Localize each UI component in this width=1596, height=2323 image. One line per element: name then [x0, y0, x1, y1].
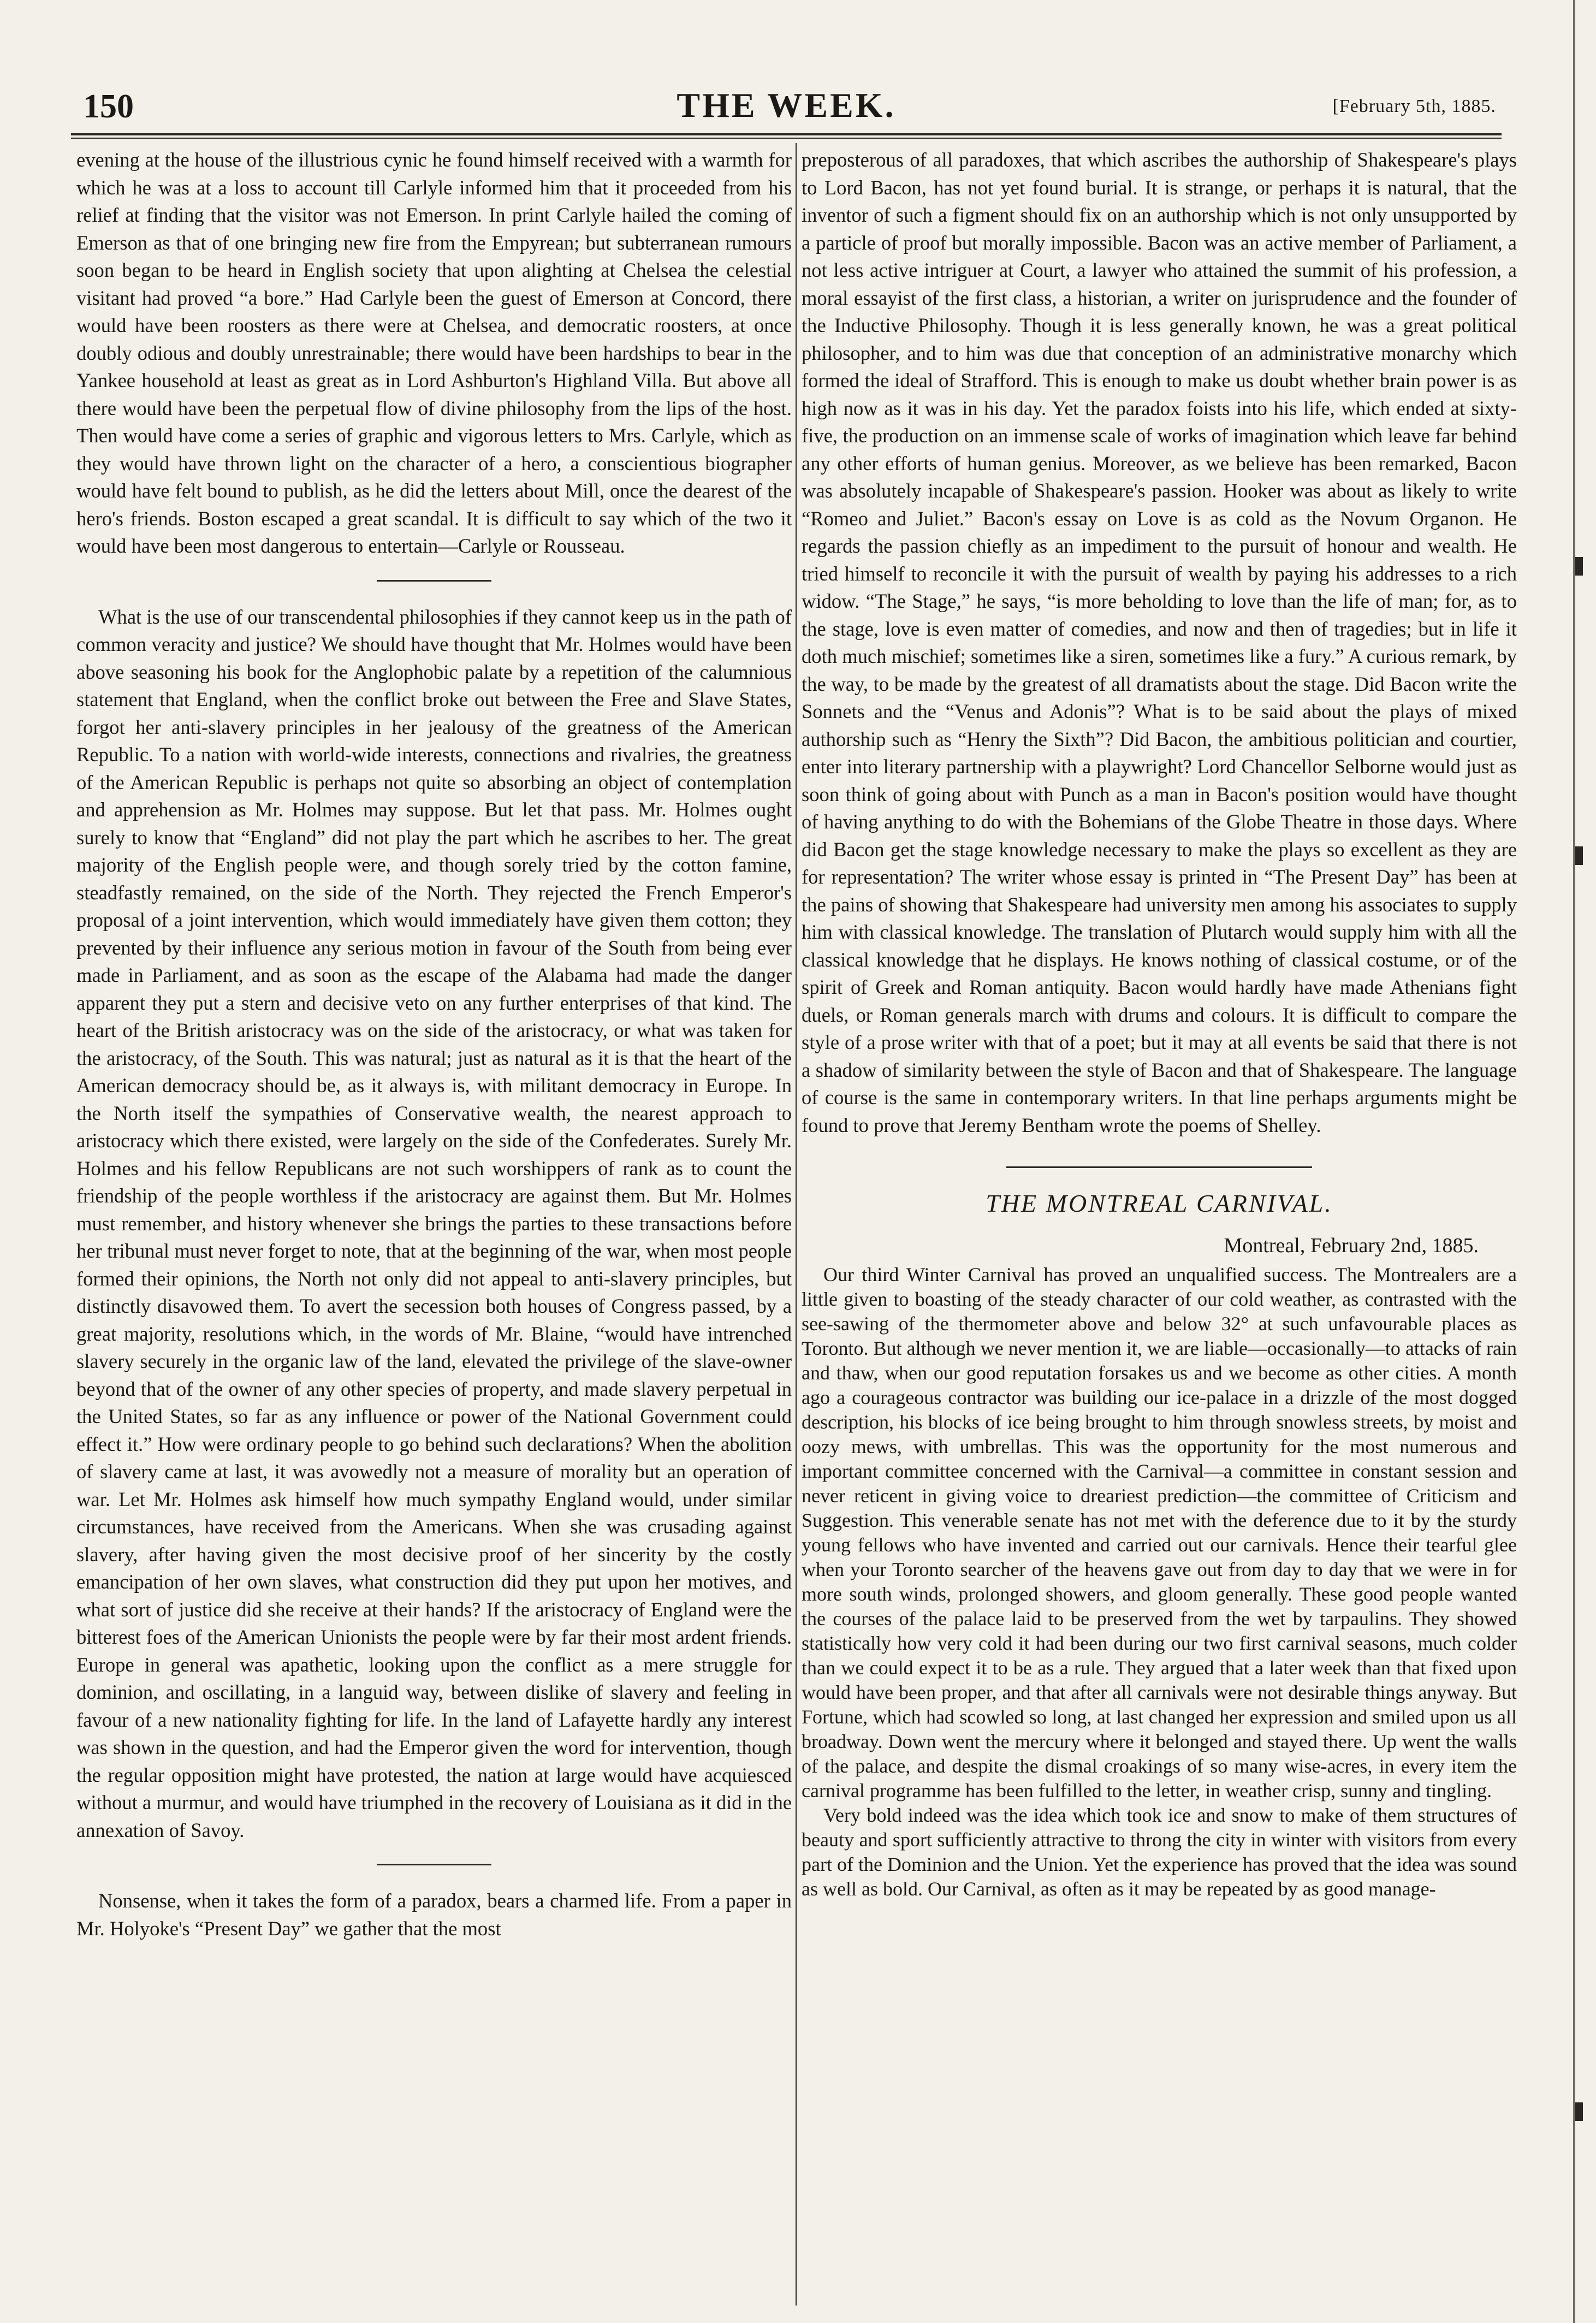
- carnival-paragraph: Our third Winter Carnival has proved an unqualified success. The Montrealers are a little given to boasting of the steady character of our cold weather, as contrasted with the see-sawing of the thermometer above and below 32° at such unfavourable places as Toronto. But although we never mention it, we are liable—occasionally—to attacks of rain and thaw, when our good reputation forsakes us and we become as other cities. A month ago a courageous contractor was building our ice-palace in a drizzle of the most dogged description, his blocks of ice being brought to him through snowless streets, by moist and oozy mews, with umbrellas. This was the opportunity for the most numerous and important committee concerned with the Carnival—a committee in constant session and never reticent in giving voice to dreariest prediction—the committee of Criticism and Suggestion. This venerable senate has not met with the deference due to it by the sturdy young fellows who have invented and carried out our carnivals. Hence their tearful glee when your Toronto searcher of the heavens gave out from day to day that we were in for more south winds, prolonged showers, and gloom generally. These good people wanted the courses of the palace laid to be preserved from the wet by tarpaulins. They showed statistically how very cold it had been during our two first carnival seasons, much colder than we could expect it to be as a rule. They argued that a later week than that fixed upon would have been proper, and that after all carnivals were not desirable things anyway. But Fortune, which had scowled so long, at last changed her expression and smiled upon us all broadway. Down went the mercury where it belonged and stayed there. Up went the walls of the palace, and despite the dismal croakings of so many wise-acres, in every item the carnival programme has been fulfilled to the letter, in weather crisp, sunny and tingling.: [802, 1264, 1517, 1801]
- journal-title: THE WEEK.: [677, 86, 896, 125]
- nonsense-paragraph: Nonsense, when it takes the form of a paradox, bears a charmed life. From a paper in Mr. Holyoke's “Present Day” we gather that the most: [76, 1889, 792, 1940]
- header-rule-bottom: [71, 138, 1502, 139]
- section-separator: [377, 580, 491, 582]
- carlyle-paragraph: evening at the house of the illustrious cynic he found himself received with a warmth for which he was at a loss to account till Carlyle informed him that it proceeded from his relief at finding that the visitor was not Emerson. In print Carlyle hailed the coming of Emerson as that of one bringing new fire from the Empyrean; but subterranean rumours soon began to be heard in English society that upon alighting at Chelsea the celestial visitant had proved “a bore.” Had Carlyle been the guest of Emerson at Concord, there would have been roosters as there were at Chelsea, and democratic roosters, at once doubly odious and doubly unrestrainable; there would have been hardships to bear in the Yankee household at least as great as in Lord Ashburton's Highland Villa. But above all there would have been the perpetual flow of divine philosophy from the lips of the host. Then would have come a series of graphic and vigorous letters to Mrs. Carlyle, which as they would have thrown light on the character of a hero, a conscientious biographer would have felt bound to publish, as he did the letters about Mill, once the dearest of the hero's friends. Boston escaped a great scandal. It is difficult to say which of the two it would have been most dangerous to entertain—Carlyle or Rousseau.: [76, 149, 792, 557]
- dateline: Montreal, February 2nd, 1885.: [1224, 1234, 1479, 1257]
- edge-mark: [1575, 557, 1583, 576]
- carnival-paragraph-2: Very bold indeed was the idea which took ice and snow to make of them structures of beauty and sport sufficiently attractive to throng the city in winter with visitors from every part of the Dominion and the Union. Yet the experience has proved that the idea was sound as well as bold. Our Carnival, as often as it may be repeated by as good manage-: [802, 1804, 1517, 1900]
- page-number: 150: [83, 88, 134, 125]
- masthead: [71, 82, 1502, 131]
- left-column: [76, 146, 792, 1942]
- column-divider: [796, 143, 797, 2306]
- section-separator: [1006, 1166, 1312, 1168]
- edge-mark: [1575, 2102, 1583, 2121]
- holmes-paragraph: What is the use of our transcendental philosophies if they cannot keep us in the path of common veracity and justice? We should have thought that Mr. Holmes would have been above seasoning his book for the Anglophobic palate by a repetition of the calumnious statement that England, when the conflict broke out between the Free and Slave States, forgot her anti-slavery principles in her jealousy of the greatness of the American Republic. To a nation with world-wide interests, connections and rivalries, the greatness of the American Republic is perhaps not quite so absorbing an object of contemplation and apprehension as Mr. Holmes may suppose. But let that pass. Mr. Holmes ought surely to know that “England” did not play the part which he ascribes to her. The great majority of the English people were, and though sorely tried by the cotton famine, steadfastly remained, on the side of the North. They rejected the French Emperor's proposal of a joint intervention, which would immediately have given them cotton; they prevented by their influence any serious motion in favour of the South from being ever made in Parliament, and as soon as the escape of the Alabama had made the danger apparent they put a stern and decisive veto on any further enterprises of that kind. The heart of the British aristocracy was on the side of the aristocracy, or what was taken for the aristocracy, of the South. This was natural; just as natural as it is that the heart of the American democracy should be, as it always is, with militant democracy in Europe. In the North itself the sympathies of Conservative wealth, the nearest approach to aristocracy which there existed, were largely on the side of the Confederates. Surely Mr. Holmes and his fellow Republicans are not such worshippers of rank as to count the friendship of the people worthless if the aristocracy are against them. But Mr. Holmes must remember, and history whenever she brings the parties to these transactions before her tribunal must never forget to note, that at the beginning of the war, when most people formed their opinions, the North not only did not appeal to anti-slavery principles, but distinctly disavowed them. To avert the secession both houses of Congress passed, by a great majority, resolutions which, in the words of Mr. Blaine, “would have intrenched slavery securely in the organic law of the land, elevated the privilege of the slave-owner beyond that of the owner of any other species of property, and made slavery perpetual in the United States, so far as any influence or power of the National Government could effect it.” How were ordinary people to go behind such declarations? When the abolition of slavery came at last, it was avowedly not a measure of morality but an operation of war. Let Mr. Holmes ask himself how much sympathy England would, under similar circumstances, have received from the Americans. When she was crusading against slavery, after having given the most decisive proof of her sincerity by the costly emancipation of her own slaves, what construction did they put upon her motives, and what sort of justice did she receive at their hands? If the aristocracy of England were the bitterest foes of the American Unionists the people were by far their most ardent friends. Europe in general was apathetic, looking upon the conflict as a mere struggle for dominion, and oscillating, in a languid way, between dislike of slavery and feeling in favour of a new nationality fighting for life. In the land of Lafayette hardly any interest was shown in the question, and had the Emperor given the word for intervention, though the regular opposition might have protested, the nation at large would have acquiesced without a murmur, and would have triumphed in the recovery of Louisiana as it did in the annexation of Savoy.: [76, 605, 792, 1841]
- bacon-paragraph: preposterous of all paradoxes, that which ascribes the authorship of Shakespeare's plays to Lord Bacon, has not yet found burial. It is strange, or perhaps it is natural, that the inventor of such a figment should fix on an authorship which is not only unsupported by a particle of proof but morally impossible. Bacon was an active member of Parliament, a not less active intriguer at Court, a lawyer who attained the summit of his profession, a moral essayist of the first class, a historian, a writer on jurisprudence and the founder of the Inductive Philosophy. Though it is less generally known, he was a great political philosopher, and to him was due that conception of an administrative monarchy which formed the ideal of Strafford. This is enough to make us doubt whether brain power is as high now as it was in his day. Yet the paradox foists into his life, which ended at sixty-five, the production on an immense scale of works of imagination which leave far behind any other efforts of human genius. Moreover, as we believe has been remarked, Bacon was absolutely incapable of Shakespeare's passion. Hooker was about as likely to write “Romeo and Juliet.” Bacon's essay on Love is as cold as the Novum Organon. He regards the passion chiefly as an impediment to the pursuit of honour and wealth. He tried himself to reconcile it with the pursuit of wealth by paying his addresses to a rich widow. “The Stage,” he says, “is more beholding to love than the life of man; for, as to the stage, love is even matter of comedies, and now and then of tragedies; but in life it doth much mischief; sometimes like a siren, sometimes like a fury.” A curious remark, by the way, to be made by the greatest of all dramatists about the stage. Did Bacon write the Sonnets and the “Venus and Adonis”? What is to be said about the plays of mixed authorship such as “Henry the Sixth”? Did Bacon, the ambitious politician and courtier, enter into literary partnership with a playwright? Lord Chancellor Selborne would just as soon think of going about with Punch as a man in Bacon's position would have thought of having anything to do with the Bohemians of the Globe Theatre in those days. Where did Bacon get the stage knowledge necessary to make the plays so excellent as they are for representation? The writer whose essay is printed in “The Present Day” has been at the pains of showing that Shakespeare had university men among his associates to supply him with classical knowledge. The translation of Plutarch would supply him with all the classical knowledge that he displays. He knows nothing of classical costume, or of the spirit of Greek and Roman antiquity. Bacon would hardly have made Athenians fight duels, or Roman generals march with drums and colours. It is difficult to compare the style of a prose writer with that of a poet; but it may at all events be said that there is not a shadow of similarity between the style of Bacon and that of Shakespeare. The language of course is the same in contemporary writers. In that line perhaps arguments might be found to prove that Jeremy Bentham wrote the poems of Shelley.: [802, 149, 1517, 1136]
- edge-mark: [1575, 846, 1583, 865]
- binding-edge: [1573, 0, 1575, 2323]
- article-heading: THE MONTREAL CARNIVAL.: [986, 1189, 1333, 1217]
- right-column: [802, 146, 1517, 1901]
- header-rule-top: [71, 133, 1502, 135]
- section-separator: [377, 1864, 491, 1865]
- issue-date: [February 5th, 1885.: [1332, 96, 1496, 116]
